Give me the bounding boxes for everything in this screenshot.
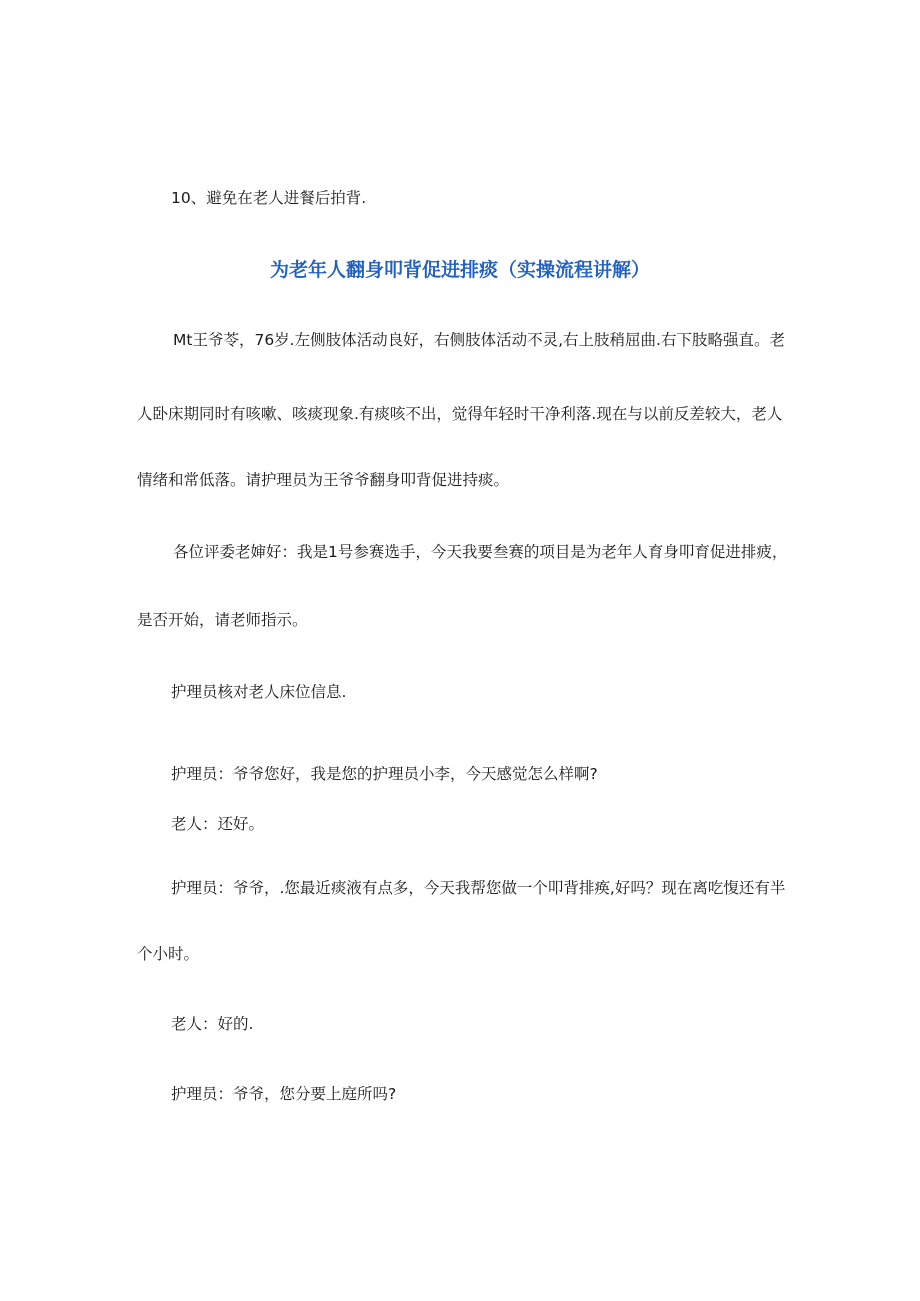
dialogue-caregiver-2-line-2: 个小时。 [137, 945, 200, 963]
dialogue-elder-2: 老人：好的. [171, 1015, 254, 1033]
case-line-3: 情绪和常低落。请护理员为王爷爷翻身叩背促进持痰。 [137, 471, 510, 489]
dialogue-caregiver-2-line-1: 护理员：爷爷，.您最近痰液有点多，今天我帮您做一个叩背排痪,好吗？现在离吃愎还有半 [171, 879, 786, 897]
intro-line-1: 各位评委老婶好：我是1号参赛选手，今天我要叁赛的项目是为老年人育身叩育促进排疲， [173, 543, 788, 561]
case-line-2: 人卧床期同时有咳嗽、咳痰现象.有痰咳不出，觉得年轻时干净利落.现在与以前反差较大，老人 [137, 405, 783, 423]
intro-line-2: 是否开始，请老师指示。 [137, 611, 308, 629]
dialogue-caregiver-3: 护理员：爷爷，您分要上庭所吗? [171, 1085, 397, 1103]
dialogue-elder-1: 老人：还好。 [171, 815, 265, 833]
document-title: 为老年人翻身叩背促进排痰（实操流程讲解） [269, 259, 650, 281]
dialogue-caregiver-1: 护理员：爷爷您好，我是您的护理员小李，今天感觉怎么样啊? [171, 765, 598, 783]
case-line-1: Mt王爷苓，76岁.左侧肢体活动良好，右侧肢体活动不灵,右上肢稍屈曲.右下肢略强直。老 [173, 331, 785, 349]
list-item-10: 10、避免在老人进餐后拍背. [171, 189, 367, 207]
check-info-line: 护理员核对老人床位信息. [171, 683, 347, 701]
